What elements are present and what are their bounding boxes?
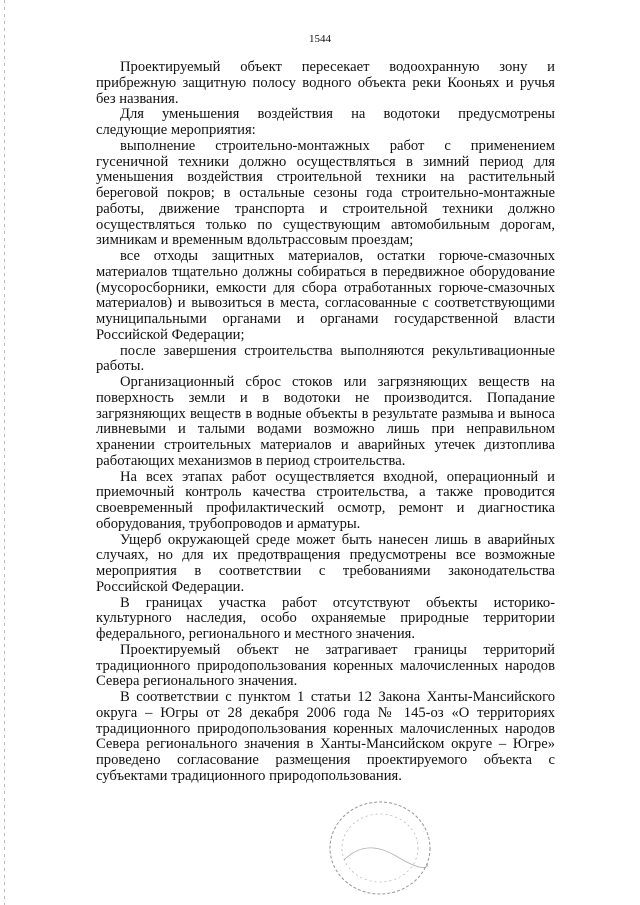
paragraph: В границах участка работ отсутствуют объекты историко-культурного наследия, особо охраняемые природные территории федерального, регионального и местного значения. — [96, 594, 555, 642]
list-item: все отходы защитных материалов, остатки горюче-смазочных материалов тщательно должны собираться в передвижное оборудование (мусоросборники, емкости для сбора отработанных горюче-смазочных материалов) и вывозиться в места, согласованные с соответствующими муниципальными органами и органами государственной власти Российской Федерации; — [96, 248, 555, 343]
page-edge — [4, 0, 5, 905]
list-item: выполнение строительно-монтажных работ с применением гусеничной техники должно осуществляться в зимний период для уменьшения воздействия строительной техники на растительный береговой покров; в остальные сезоны года строительно-монтажные работы, движение транспорта и строительной техники должно осуществляться только по существующим автомобильным дорогам, зимникам и временным вдольтрассовым проездам; — [96, 137, 555, 249]
paragraph: Для уменьшения воздействия на водотоки предусмотрены следующие мероприятия: — [96, 106, 555, 138]
paragraph: Ущерб окружающей среде может быть нанесен лишь в аварийных случаях, но для их предотвращения предусмотрены все возможные мероприятия в соответствии с требованиями законодательства Российской Федерации. — [96, 531, 555, 595]
list-item: после завершения строительства выполняются рекультивационные работы. — [96, 342, 555, 375]
page-number: 1544 — [309, 33, 331, 45]
paragraph: На всех этапах работ осуществляется входной, операционный и приемочный контроль качества строительства, а также проводится своевременный профилактический осмотр, ремонт и диагностика оборудования, трубопроводов и арматуры. — [96, 468, 555, 532]
document-body — [96, 60, 555, 785]
paragraph: В соответствии с пунктом 1 статьи 12 Закона Ханты-Мансийского округа – Югры от 28 декабря 2006 года № 145-оз «О территориях традиционного природопользования коренных малочисленных народов Севера регионального значения в Ханты-Мансийском округе – Югре» проведено согласование размещения проектируемого объекта с субъектами традиционного природопользования. — [96, 689, 555, 784]
paragraph: Проектируемый объект пересекает водоохранную зону и прибрежную защитную полосу водного объекта реки Кооньях и ручья без названия. — [96, 59, 555, 107]
paragraph: Организационный сброс стоков или загрязняющих веществ на поверхность земли и в водотоки не производится. Попадание загрязняющих веществ в водные объекты в результате размыва и выноса ливневыми и талыми водами возможно лишь при неправильном хранении строительных материалов и аварийных утечек дизтоплива работающих механизмов в период строительства. — [96, 374, 555, 469]
seal-stamp — [326, 798, 434, 898]
paragraph: Проектируемый объект не затрагивает границы территорий традиционного природопользования коренных малочисленных народов Севера регионального значения. — [96, 641, 555, 690]
